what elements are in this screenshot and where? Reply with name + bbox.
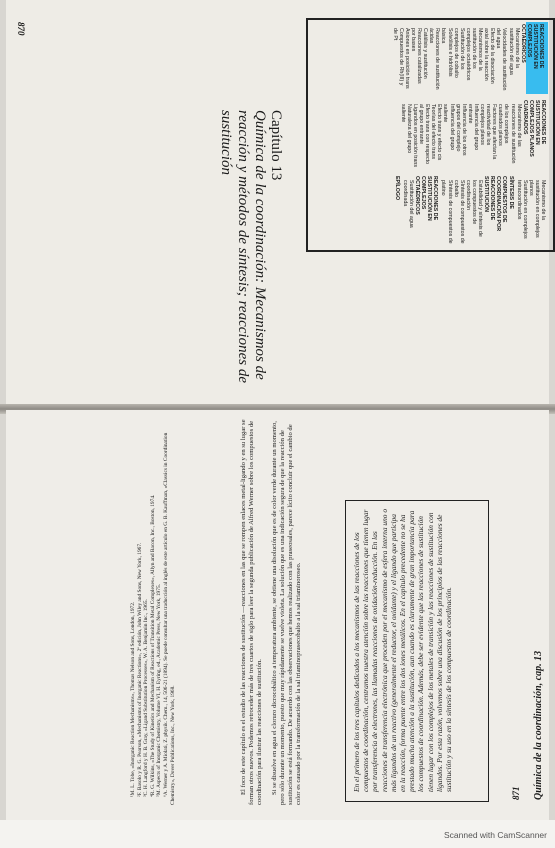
outline-item: Mecanismo de la sustitución del agua bbox=[507, 28, 520, 75]
outline-item: Efecto trans y efecto cis bbox=[436, 104, 443, 161]
outline-item: Sustitución de los complejos de cobalto bbox=[452, 28, 465, 78]
page-number-871: 871 bbox=[511, 786, 521, 800]
outline-item: Reacciones catalizadas por bases bbox=[410, 28, 423, 84]
chapter-intro: En el primero de los tres capítulos dedicados a los mecanismos de las reacciones de los compuestos de coordinación, centramos nuestra atención sobre las reacciones que tienen lugar por transferencia de electrones, las llamadas reacciones de oxidación-reducción. En las reacciones de transferencia electrónica que proceden por el mecanismo de esfera interna uno o más ligandos de un reactivo (generalmente el reductor, el oxidante) y el ligando que participa en la reacción, forma puente entre los dos iones metálicos. En el capítulo precedente no se ha prestado mucha atención a la sustitución, aun cuando es claramente de gran importancia para los compuestos de coordinación. Además, debe ser evidente que las reacciones de sustitución tienen lugar con los complejos de los metales de transición y las reacciones de sustitución con ligandos. Por esta razón, volvemos sobre una discusión de los principios de las reacciones de sustitución y su uso en la síntesis de los compuestos de coordinación. bbox=[352, 508, 454, 792]
outline-item: Teorías del efecto trans bbox=[430, 104, 437, 160]
outline-item: Sustitución del agua coordinada bbox=[401, 180, 415, 228]
outline-item: Síntesis de compuestos de cobalto bbox=[452, 180, 465, 244]
reference-item: ²F. Basolo y R. G. Pearson, «Mechanisms of Inorganic Reactions», 2ª edición, John Wiley and Sons, New York, 1967. bbox=[136, 542, 143, 797]
outline-item: SÍNTESIS DE COMPUESTOS DE COORDINACIÓN POR REACCIONES DE SUSTITUCIÓN bbox=[483, 176, 514, 232]
scanner-watermark: Scanned with CamScanner bbox=[443, 830, 547, 840]
references bbox=[130, 410, 176, 805]
outline-item: Efecto de la disociación axial sobre la reacción bbox=[483, 28, 496, 84]
outline-item: REACCIONES DE SUSTITUCIÓN EN COMPLEJOS OCTAÉDRICOS bbox=[414, 176, 439, 221]
outline-item: Reacciones de sustitución ácidas bbox=[428, 28, 441, 90]
reference-item: ⁵M. Aspects of Inorganic Chemistry, Volume VI, H. Eyring, ed., Academic Press, New York, 1975. bbox=[156, 584, 163, 797]
chapter-label: Capítulo 13 bbox=[268, 110, 284, 181]
outline-item: Influencia del grupo saliente bbox=[442, 104, 455, 151]
chapter-outline bbox=[311, 24, 546, 244]
outline-item: Aniones en posición trans bbox=[403, 28, 410, 89]
reference-item: ⁴R. G. Wilkins, «The Study of Kinetics and Mechanism of Reactions of Transition Metal Complexes», Allyn and Bacon, Inc., Boston, 1974. bbox=[149, 494, 156, 797]
body-paragraph-1: El foco de este capítulo es el estudio de las reacciones de sustitución —reacciones en las que se rompen enlaces metal-ligando y en su lugar se forman otros nuevos. Podemos retroceder más de tres cuartos de siglo para leer la segunda publicación de Alfred Werner sobre los compuestos de coordinación para ilustrar las reacciones de sustitución. bbox=[240, 419, 264, 805]
outline-item: Mecanismos de la sustitución de los complejos octaédricos bbox=[464, 28, 484, 81]
outline-item: Estabilidad y síntesis de los compuestos de coordinación bbox=[464, 180, 484, 237]
outline-item: Influencia de los otros grupos del complejo bbox=[454, 104, 467, 156]
outline-item: REACCIONES DE SUSTITUCIÓN EN COMPLEJOS OCTAÉDRICOS bbox=[519, 24, 544, 69]
outline-item: Factores que afectan la reactividad de los complejos planos bbox=[479, 104, 498, 160]
outline-item: Ligandos en posición trans bbox=[412, 104, 419, 168]
outline-item: REACCIONES DE SUSTITUCIÓN EN COMPLEJOS PLANOS CUADRADOS bbox=[521, 100, 546, 157]
outline-item: Síntesis de compuestos de platino bbox=[440, 180, 453, 244]
body-paragraph-2: Si se disuelve en agua el cloruro dicrocobáltico a temperatura ambiente, se obtiene una disolución que es de color verde durante un momento, pero sólo durante un momento, puesto que muy rápidamente se vuelve violeta. La solución que es una indicación segura de que la reacción de sustitución se está formando. De acuerdo con las observaciones que hemos realizado con las praseosales, parece lícito concluir que el cambio de color es causado por la transformación de la sal triaminoprasecobalto a la sal triaminoroseo. bbox=[270, 421, 303, 805]
outline-item: EPÍLOGO bbox=[393, 176, 400, 201]
outline-item: Mecanismo de las reacciones de sustitución de los complejos cuadrados planos bbox=[497, 104, 522, 164]
outline-item: Velocidades de sustitución del agua bbox=[495, 28, 508, 91]
reference-item: ⁶A. Werner y A. Miolati, Z. physik. Chem., 14, 506-21 (1894). Se puede consultar una traducción al inglés de este artículo en G. B. Kauffman, «Classics in Coordination Chemistry», Dover Publications, Inc., New York, 1968. bbox=[162, 432, 176, 805]
outline-item: Sustitución en complejos tetracoordinados bbox=[515, 180, 528, 239]
outline-item: Influencia del grupo entrante bbox=[466, 104, 479, 151]
outline-item: Catálisis y sustitución bbox=[422, 28, 429, 79]
reference-item: ³C. H. Langford y H. B. Gray, «Ligand Substitution Processes», W. A. Benjamin Inc., 1965. bbox=[143, 599, 150, 797]
chapter-title: Química de la coordinación: Mecanismos de reacción y métodos de síntesis; reacciones de sustitución bbox=[218, 110, 268, 383]
outline-item: Solvólisis e hidrólisis básica bbox=[440, 28, 453, 77]
outline-item: Compuestos de Rh(III) y de Pt bbox=[391, 28, 404, 86]
page-870 bbox=[6, 0, 549, 408]
reference-item: ¹M. L. Tobe, «Inorganic Reaction Mechanisms», Thomas Nelson and Sons, London, 1972. bbox=[130, 601, 136, 797]
outline-item: Naturaleza del grupo saliente bbox=[399, 104, 412, 154]
running-head: Química de la coordinación, cap. 13 bbox=[533, 650, 544, 800]
body-text bbox=[240, 410, 303, 805]
page-number-870: 870 bbox=[16, 22, 26, 36]
outline-item: Mecanismo de la sustitución en complejos planos bbox=[527, 180, 546, 238]
outline-item: Efecto trans con respecto al grupo entrante bbox=[418, 104, 431, 165]
